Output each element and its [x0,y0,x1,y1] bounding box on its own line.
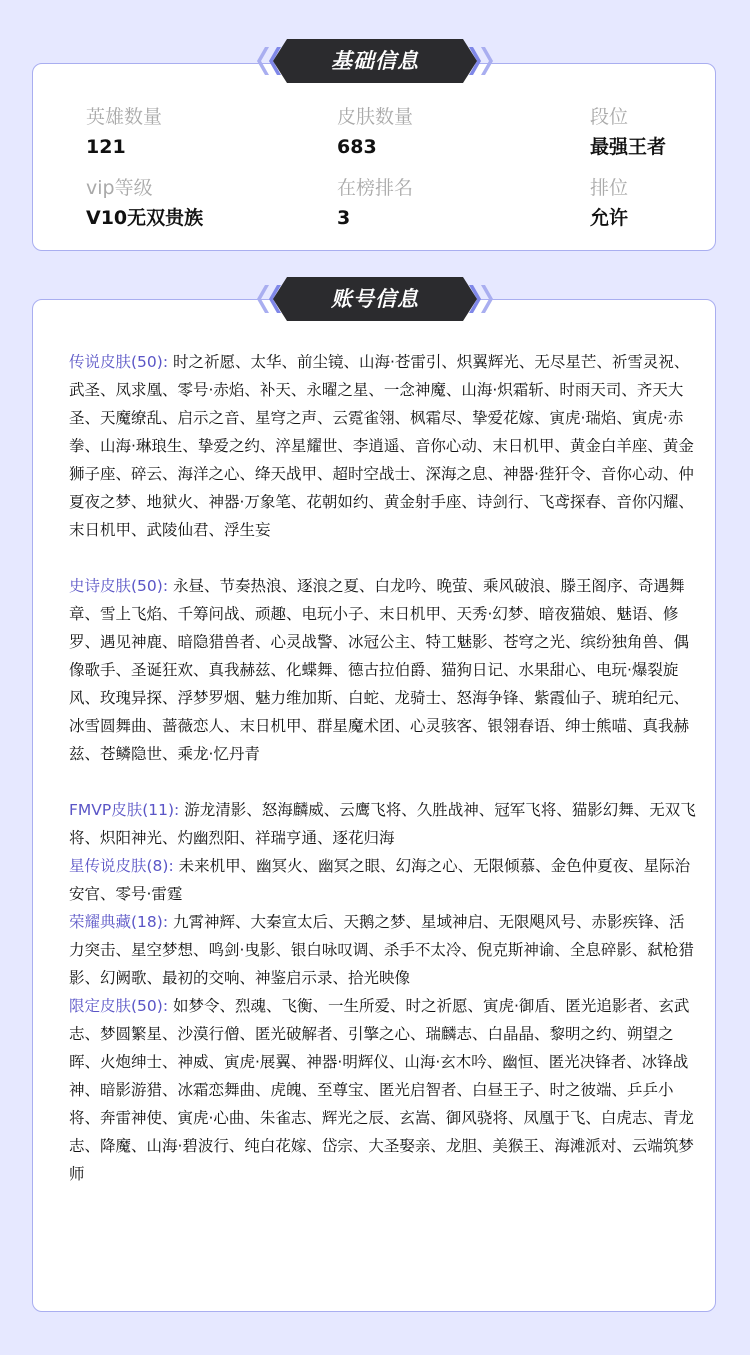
leaderboard-rank-field [337,175,413,231]
skin-count-field [337,104,413,160]
skin-list [69,348,699,1188]
star-legend-skins-items: 未来机甲、幽冥火、幽冥之眼、幻海之心、无限倾慕、金色仲夏夜、星际治安官、零号·雷霆 [69,857,691,903]
rank-tier-value: 最强王者 [590,136,667,158]
limited-skins-group [69,992,699,1188]
epic-skins-category: 史诗皮肤(50): [69,577,169,595]
fmvp-skins-category: FMVP皮肤(11): [69,801,180,819]
rank-tier-field [590,104,666,160]
leaderboard-rank-value: 3 [337,207,351,229]
ranked-allowed-value: 允许 [590,207,629,229]
legend-skins-items: 时之祈愿、太华、前尘镜、山海·苍雷引、炽翼辉光、无尽星芒、祈雪灵祝、武圣、凤求凰、零号·赤焰、补天、永曜之星、一念神魔、山海·炽霜斩、时雨天司、齐天大圣、天魔缭乱、启示之音、星穹之声、云霓雀翎、枫霜尽、挚爱花嫁、寅虎·瑞焰、寅虎·赤拳、山海·琳琅生、挚爱之约、淬星耀世、李逍遥、音你心动、末日机甲、黄金白羊座、黄金狮子座、碎云、海洋之心、绛天战甲、超时空战士、深海之息、神器·狴犴令、音你心动、仲夏夜之梦、地狱火、神器·万象笔、花朝如约、黄金射手座、诗剑行、飞鸢探春、音你闪耀、末日机甲、武陵仙君、浮生妄 [69,353,694,539]
fmvp-skins-items: 游龙清影、怒海麟威、云鹰飞将、久胜战神、冠军飞将、猫影幻舞、无双飞将、炽阳神光、灼幽烈阳、祥瑞亨通、逐花归海 [69,801,696,847]
basic-info-header [255,39,495,83]
star-legend-skins-group [69,852,699,908]
account-info-title: 账号信息 [331,287,419,311]
hero-count-field [86,104,162,160]
vip-level-value: V10无双贵族 [86,207,204,229]
leaderboard-rank-label: 在榜排名 [337,177,414,199]
glory-collection-group [69,908,699,992]
fmvp-skins-group [69,796,699,852]
glory-collection-items: 九霄神辉、大秦宣太后、天鹅之梦、星域神启、无限飓风号、赤影疾锋、活力突击、星空梦想、鸣剑·曳影、银白咏叹调、杀手不太冷、倪克斯神谕、全息碎影、弑枪猎影、幻阙歌、最初的交响、神鉴启示录、拾光映像 [69,913,694,987]
ranked-allowed-field [590,175,628,231]
skin-count-label: 皮肤数量 [337,106,414,128]
legend-skins-group [69,348,699,544]
hero-count-value: 121 [86,136,126,158]
rank-tier-label: 段位 [590,106,629,128]
limited-skins-category: 限定皮肤(50): [69,997,169,1015]
glory-collection-category: 荣耀典藏(18): [69,913,169,931]
ranked-allowed-label: 排位 [590,177,629,199]
vip-level-field [86,175,203,231]
account-info-header [255,277,495,321]
hero-count-label: 英雄数量 [86,106,163,128]
basic-info-card [32,63,716,251]
limited-skins-items: 如梦令、烈魂、飞衡、一生所爱、时之祈愿、寅虎·御盾、匿光追影者、玄武志、梦圆繁星、沙漠行僧、匿光破解者、引擎之心、瑞麟志、白晶晶、黎明之约、朔望之晖、火炮绅士、神威、寅虎·展翼、神器·明辉仪、山海·玄木吟、幽恒、匿光决锋者、冰锋战神、暗影游猎、冰霜恋舞曲、虎魄、至尊宝、匿光启智者、白昼王子、时之彼端、乒乒小将、奔雷神使、寅虎·心曲、朱雀志、辉光之辰、玄嵩、御风骁将、凤凰于飞、白虎志、青龙志、降魔、山海·碧波行、纯白花嫁、岱宗、大圣娶亲、龙胆、美猴王、海滩派对、云端筑梦师 [69,997,694,1183]
account-info-card [32,299,716,1312]
skin-count-value: 683 [337,136,377,158]
vip-level-label: vip等级 [86,177,153,199]
basic-info-title: 基础信息 [331,49,419,73]
epic-skins-items: 永昼、节奏热浪、逐浪之夏、白龙吟、晚萤、乘风破浪、滕王阁序、奇遇舞章、雪上飞焰、千筹问战、顽趣、电玩小子、末日机甲、天秀·幻梦、暗夜猫娘、魅语、修罗、遇见神鹿、暗隐猎兽者、心灵战警、冰冠公主、特工魅影、苍穹之光、缤纷独角兽、偶像歌手、圣诞狂欢、真我赫兹、化蝶舞、德古拉伯爵、猫狗日记、水果甜心、电玩·爆裂旋风、玫瑰异探、浮梦罗烟、魅力维加斯、白蛇、龙骑士、怒海争锋、紫霞仙子、琥珀纪元、冰雪圆舞曲、蔷薇恋人、末日机甲、群星魔术团、心灵骇客、银翎春语、绅士熊喵、真我赫兹、苍鳞隐世、乘龙·忆丹青 [69,577,690,763]
epic-skins-group [69,572,699,768]
star-legend-skins-category: 星传说皮肤(8): [69,857,174,875]
legend-skins-category: 传说皮肤(50): [69,353,169,371]
